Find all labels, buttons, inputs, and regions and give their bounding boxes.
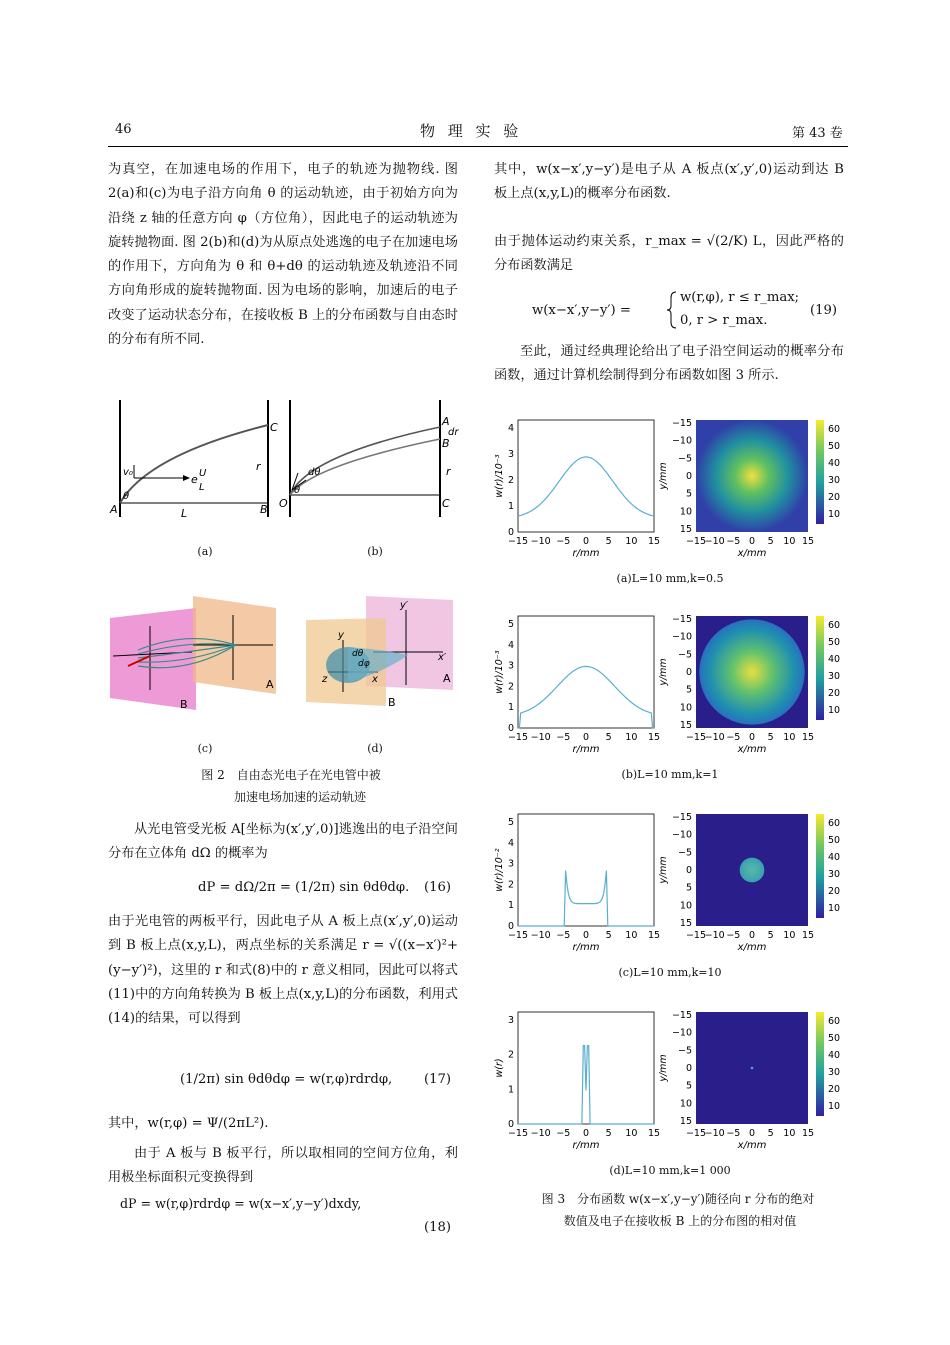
fig3-ylabel: w(r)/10⁻³ <box>494 650 505 694</box>
fig3-xtick: −5 <box>556 930 571 941</box>
fig3-colorbar-tick: 40 <box>828 1050 841 1061</box>
fig2-caption-line1: 图 2 自由态光电子在光电管中被 <box>201 768 381 782</box>
fig3-xtick: 15 <box>647 930 661 941</box>
figure-2c <box>108 590 293 720</box>
fig3-xtick: 0 <box>582 1128 590 1139</box>
fig3-colorbar-tick: 10 <box>828 509 841 520</box>
fig3-map-ytick: 10 <box>679 900 692 912</box>
fig3-map-xtick: −15 <box>685 732 707 743</box>
fig3-colorbar-tick: 30 <box>828 475 841 486</box>
fig3-colorbar <box>816 1012 824 1116</box>
fig3-map-xtick: 5 <box>767 930 774 941</box>
figure-2a <box>108 395 301 525</box>
fig3-ylabel: w(r)/10⁻² <box>494 848 505 892</box>
fig3-colorbar-tick: 50 <box>828 1033 841 1044</box>
fig3-map-xtick: −10 <box>704 732 725 743</box>
left-paragraph-2: 从光电管受光板 A[坐标为(x′,y′,0)]逃逸出的电子沿空间分布在立体角 dΩ 的概率为 <box>108 822 458 862</box>
fig3-xtick: −15 <box>507 536 529 547</box>
fig3-colorbar-tick: 30 <box>828 671 841 682</box>
equation-16: dP = dΩ/2π = (1/2π) sin θdθdφ. <box>198 880 410 895</box>
fig3-xtick: 15 <box>647 732 661 743</box>
fig2d-label-x-prime: x′ <box>438 652 447 663</box>
fig2d-label-z: z <box>322 674 328 685</box>
fig3-caption-a: (a)L=10 mm,k=0.5 <box>616 572 724 585</box>
fig3-map-ytick: 15 <box>679 1116 692 1127</box>
fig3-colorbar-tick: 50 <box>828 835 841 846</box>
right-paragraph-1: 其中，w(x−x′,y−y′)是电子从 A 板点(x′,y′,0)运动到达 B 板上点(x,y,L)的概率分布函数. <box>494 162 844 202</box>
fig3-ytick: 4 <box>507 639 514 651</box>
fig2d-label-A: A <box>443 672 451 685</box>
fig3-colorbar-tick: 10 <box>828 1101 841 1112</box>
left-paragraph-1: 为真空，在加速电场的作用下，电子的轨迹为抛物线. 图 2(a)和(c)为电子沿方向角 θ 的运动轨迹，由于初始方向为沿绕 z 轴的任意方向 φ（方位角），因此电子的运动轨迹为旋转抛物面. 图 2(b)和(d)为从原点处逃逸的电子在加速电场的作用下，方向角为 θ 和 θ+dθ 的运动轨迹及轨迹沿不同方向角形成的旋转抛物面. 因为电场的影响，加速后的电子改变了运动状态分布，在接收板 B 上的分布函数与自由态时的分布有所不同. <box>108 162 458 348</box>
fig3-map-ytick: −15 <box>671 1010 692 1021</box>
fig3-map-xtick: 10 <box>783 732 796 743</box>
fig2a-label-U: U <box>199 468 207 479</box>
fig3-ytick: 0 <box>507 527 514 538</box>
fig3-map-ytick: −10 <box>671 435 692 447</box>
fig3-colorbar-tick: 20 <box>828 1084 841 1095</box>
fig3-xtick: 0 <box>582 536 590 547</box>
fig3-xtick: −15 <box>507 1128 529 1139</box>
fig3-panel-b <box>494 608 844 758</box>
fig3-map-xlabel: x/mm <box>737 744 767 755</box>
fig2d-label-x: x <box>372 674 378 685</box>
fig2b-label-C: C <box>442 497 450 510</box>
fig3-xtick: 10 <box>625 732 638 743</box>
fig3-map-xtick: 15 <box>801 536 815 547</box>
fig3-map-xtick: 5 <box>767 732 774 743</box>
fig3-map-xlabel: x/mm <box>737 548 767 559</box>
fig3-colorbar-tick: 10 <box>828 705 841 716</box>
fig3-map-ytick: −5 <box>677 847 692 859</box>
page-number: 46 <box>115 122 132 137</box>
fig3-ytick: 3 <box>507 449 514 460</box>
fig3-colorbar-tick: 50 <box>828 441 841 452</box>
fig2b-label-dtheta: dθ <box>308 467 321 478</box>
equation-19-case-1: w(r,φ), r ≤ r_max; <box>680 290 800 305</box>
fig3-xlabel: r/mm <box>572 942 600 953</box>
fig3-map-ytick: −5 <box>677 1045 692 1057</box>
equation-16-number: (16) <box>424 880 452 895</box>
fig3-map-ytick: −5 <box>677 453 692 465</box>
fig3-map-xtick: 15 <box>801 930 815 941</box>
fig3-colorbar <box>816 420 824 524</box>
fig3-colorbar <box>816 814 824 918</box>
fig3-ytick: 4 <box>507 423 514 434</box>
fig3-ylabel: w(r) <box>494 1058 505 1078</box>
figure-2d <box>298 590 463 720</box>
fig3-map-ytick: −10 <box>671 829 692 841</box>
fig3-xtick: 5 <box>605 1128 612 1139</box>
fig3-map-xtick: 10 <box>783 536 796 547</box>
fig3-caption-b: (b)L=10 mm,k=1 <box>621 768 719 781</box>
fig3-map-xtick: −10 <box>704 536 725 547</box>
left-paragraph-4: 其中，w(r,φ) = Ψ/(2πL²). <box>108 1116 269 1131</box>
fig3-xtick: −10 <box>530 536 551 547</box>
fig3-map-ytick: −15 <box>671 418 692 429</box>
fig3-ytick: 0 <box>507 921 514 932</box>
fig3-colorbar-tick: 60 <box>828 1016 841 1027</box>
fig3-map-xtick: 10 <box>783 930 796 941</box>
fig3-map-ytick: 5 <box>685 882 692 894</box>
fig3-xtick: 0 <box>582 930 590 941</box>
fig3-xlabel: r/mm <box>572 1140 600 1151</box>
fig2d-label-B: B <box>388 696 396 709</box>
fig3-ytick: 5 <box>507 619 514 630</box>
fig3-map-xtick: −15 <box>685 930 707 941</box>
equation-19-case-2: 0, r > r_max. <box>680 313 768 328</box>
fig3-map-xtick: 10 <box>783 1128 796 1139</box>
fig3-colorbar-tick: 30 <box>828 1067 841 1078</box>
fig3-ytick: 1 <box>507 1084 514 1096</box>
fig3-caption-line2: 数值及电子在接收板 B 上的分布图的相对值 <box>563 1214 797 1228</box>
fig2d-caption: (d) <box>367 742 383 755</box>
equation-17: (1/2π) sin θdθdφ = w(r,φ)rdrdφ, <box>180 1072 393 1087</box>
fig2b-label-A: A <box>442 415 450 428</box>
fig3-xtick: −15 <box>507 732 529 743</box>
fig3-panel-a <box>494 412 844 562</box>
fig2a-label-L: L <box>181 507 188 520</box>
fig2a-label-L-frac: L <box>199 482 205 493</box>
fig3-map-ytick: 5 <box>685 1080 692 1092</box>
fig3-colorbar-tick: 10 <box>828 903 841 914</box>
fig3-map-ytick: −15 <box>671 614 692 625</box>
fig3-map-xlabel: x/mm <box>737 1140 767 1151</box>
left-paragraph-5: 由于 A 板与 B 板平行，所以取相同的空间方位角，利用极坐标面积元变换得到 <box>108 1146 458 1186</box>
fig3-xtick: 0 <box>582 732 590 743</box>
fig3-map-ytick: −10 <box>671 631 692 643</box>
fig3-map-ytick: 10 <box>679 506 692 518</box>
fig3-map-ytick: 0 <box>685 865 692 876</box>
fig3-ytick: 2 <box>507 879 514 891</box>
fig3-xtick: 5 <box>605 536 612 547</box>
fig3-ylabel: w(r)/10⁻³ <box>494 454 505 498</box>
fig3-xtick: −10 <box>530 1128 551 1139</box>
fig3-map-xlabel: x/mm <box>737 942 767 953</box>
fig3-map-ytick: 10 <box>679 702 692 714</box>
fig3-map-ylabel: y/mm <box>658 658 669 686</box>
fig3-caption-line1: 图 3 分布函数 w(x−x′,y−y′)随径向 r 分布的绝对 <box>541 1192 815 1206</box>
fig3-xtick: −5 <box>556 732 571 743</box>
fig3-colorbar-tick: 30 <box>828 869 841 880</box>
right-paragraph-3: 至此，通过经典理论给出了电子沿空间运动的概率分布函数，通过计算机绘制得到分布函数如图 3 所示. <box>494 344 844 384</box>
fig3-colorbar-tick: 20 <box>828 886 841 897</box>
fig3-ytick: 2 <box>507 475 514 486</box>
fig3-xlabel: r/mm <box>572 548 600 559</box>
fig2c-caption: (c) <box>197 742 213 755</box>
fig2c-label-A: A <box>266 678 274 691</box>
fig3-colorbar-tick: 50 <box>828 637 841 648</box>
equation-19-lhs: w(x−x′,y−y′) = <box>532 303 631 318</box>
fig3-map-xtick: −10 <box>704 930 725 941</box>
fig3-ytick: 1 <box>507 702 514 714</box>
fig3-map-ytick: −10 <box>671 1027 692 1039</box>
fig3-colorbar-tick: 40 <box>828 852 841 863</box>
fig3-colorbar-tick: 60 <box>828 818 841 829</box>
fig2b-label-r: r <box>446 465 451 478</box>
fig2a-label-r: r <box>256 460 261 473</box>
fig3-colorbar-tick: 40 <box>828 654 841 665</box>
fig3-map-xtick: −5 <box>726 930 741 941</box>
left-paragraph-3: 由于光电管的两板平行，因此电子从 A 板上点(x′,y′,0)运动到 B 板上点(x,y,L)，两点坐标的关系满足 r = √((x−x′)²+(y−y′)²)，这里的 r 和式(8)中的 r 意义相同，因此可以将式(11)中的方向角转换为 B 板上点(x,y,L)的分布函数，利用式(14)的结果，可以得到 <box>108 914 458 1027</box>
fig2a-label-e: e <box>191 473 198 486</box>
fig3-colorbar-tick: 60 <box>828 424 841 435</box>
journal-title: 物 理 实 验 <box>420 122 523 140</box>
fig3-xtick: 10 <box>625 1128 638 1139</box>
fig3-colorbar-tick: 60 <box>828 620 841 631</box>
fig3-map-xtick: −5 <box>726 536 741 547</box>
fig3-ytick: 4 <box>507 837 514 849</box>
fig3-map-xtick: 0 <box>748 536 756 547</box>
fig2a-label-A: A <box>110 503 118 516</box>
fig3-ytick: 5 <box>507 817 514 828</box>
fig2a-label-theta: θ <box>123 491 130 502</box>
fig2b-label-dr: dr <box>448 427 459 438</box>
fig3-map-ytick: −15 <box>671 812 692 823</box>
fig3-ytick: 2 <box>507 1049 514 1061</box>
fig2-caption-line2: 加速电场加速的运动轨迹 <box>233 790 366 804</box>
fig3-xtick: 10 <box>625 930 638 941</box>
fig3-xtick: 10 <box>625 536 638 547</box>
fig3-ytick: 2 <box>507 681 514 693</box>
fig3-xlabel: r/mm <box>572 744 600 755</box>
fig3-map-ytick: 15 <box>679 918 692 929</box>
fig3-map-xtick: 0 <box>748 930 756 941</box>
fig2d-label-dtheta: dθ <box>352 649 364 659</box>
fig3-map-ytick: 0 <box>685 667 692 678</box>
fig3-xtick: 15 <box>647 536 661 547</box>
fig3-ytick: 0 <box>507 1119 514 1130</box>
fig3-colorbar <box>816 616 824 720</box>
fig3-map-xtick: −15 <box>685 536 707 547</box>
fig2a-label-B: B <box>260 503 268 516</box>
fig3-map-ytick: 0 <box>685 1063 692 1074</box>
fig3-map-xtick: −15 <box>685 1128 707 1139</box>
fig3-xtick: −10 <box>530 930 551 941</box>
fig3-ytick: 3 <box>507 1015 514 1026</box>
fig2d-label-y: y <box>338 630 344 641</box>
fig3-map-ytick: 5 <box>685 684 692 696</box>
fig3-colorbar-tick: 20 <box>828 688 841 699</box>
fig3-map-xtick: 0 <box>748 1128 756 1139</box>
fig3-ytick: 0 <box>507 723 514 734</box>
header-rule <box>108 146 848 147</box>
fig3-map-ytick: 5 <box>685 488 692 500</box>
fig3-ytick: 3 <box>507 660 514 672</box>
fig2c-label-B: B <box>180 698 188 711</box>
fig3-caption-d: (d)L=10 mm,k=1 000 <box>609 1164 731 1177</box>
fig3-map-ytick: 15 <box>679 720 692 731</box>
fig3-map-xtick: −5 <box>726 1128 741 1139</box>
fig3-ytick: 3 <box>507 858 514 870</box>
fig2b-label-B: B <box>442 437 450 450</box>
equation-19-number: (19) <box>810 303 838 318</box>
fig3-map-ytick: −5 <box>677 649 692 661</box>
fig3-map-ylabel: y/mm <box>658 462 669 490</box>
fig3-map-ytick: 0 <box>685 471 692 482</box>
equation-18-number: (18) <box>424 1220 452 1235</box>
fig3-map-ylabel: y/mm <box>658 856 669 884</box>
equation-18: dP = w(r,φ)rdrdφ = w(x−x′,y−y′)dxdy, <box>120 1196 362 1211</box>
fig3-colorbar-tick: 20 <box>828 492 841 503</box>
fig3-xtick: 5 <box>605 732 612 743</box>
fig3-map-ytick: 10 <box>679 1098 692 1110</box>
fig3-xtick: −10 <box>530 732 551 743</box>
fig2d-label-dphi: dφ <box>358 659 370 669</box>
equation-19-brace <box>666 290 678 330</box>
equation-17-number: (17) <box>424 1072 452 1087</box>
fig2a-label-C: C <box>270 421 278 434</box>
fig2b-caption: (b) <box>367 545 383 558</box>
fig3-map-xtick: 15 <box>801 732 815 743</box>
fig3-xtick: −15 <box>507 930 529 941</box>
fig3-xtick: −5 <box>556 1128 571 1139</box>
fig3-map-xtick: 5 <box>767 536 774 547</box>
figure-2b <box>278 395 468 525</box>
fig3-xtick: −5 <box>556 536 571 547</box>
volume: 第 43 卷 <box>792 126 843 141</box>
fig2a-caption: (a) <box>197 545 213 558</box>
fig3-map-ylabel: y/mm <box>658 1054 669 1082</box>
fig3-xtick: 15 <box>647 1128 661 1139</box>
fig3-caption-c: (c)L=10 mm,k=10 <box>618 966 722 979</box>
fig3-panel-d <box>494 1004 844 1154</box>
fig3-xtick: 5 <box>605 930 612 941</box>
right-paragraph-2: 由于抛体运动约束关系，r_max = √(2/K) L，因此严格的分布函数满足 <box>494 234 844 274</box>
fig3-map-xtick: 5 <box>767 1128 774 1139</box>
fig2b-label-O: O <box>279 497 288 510</box>
fig3-map-xtick: 0 <box>748 732 756 743</box>
fig2a-label-v0: v₀ <box>123 467 133 478</box>
fig3-panel-c <box>494 806 844 956</box>
fig3-ytick: 1 <box>507 501 514 512</box>
fig3-map-ytick: 15 <box>679 524 692 535</box>
fig2b-label-theta: θ <box>294 485 301 496</box>
fig2d-label-y-prime: y′ <box>400 600 409 611</box>
fig3-ytick: 1 <box>507 900 514 912</box>
fig3-colorbar-tick: 40 <box>828 458 841 469</box>
fig3-map-xtick: −10 <box>704 1128 725 1139</box>
fig3-map-xtick: −5 <box>726 732 741 743</box>
fig3-map-xtick: 15 <box>801 1128 815 1139</box>
